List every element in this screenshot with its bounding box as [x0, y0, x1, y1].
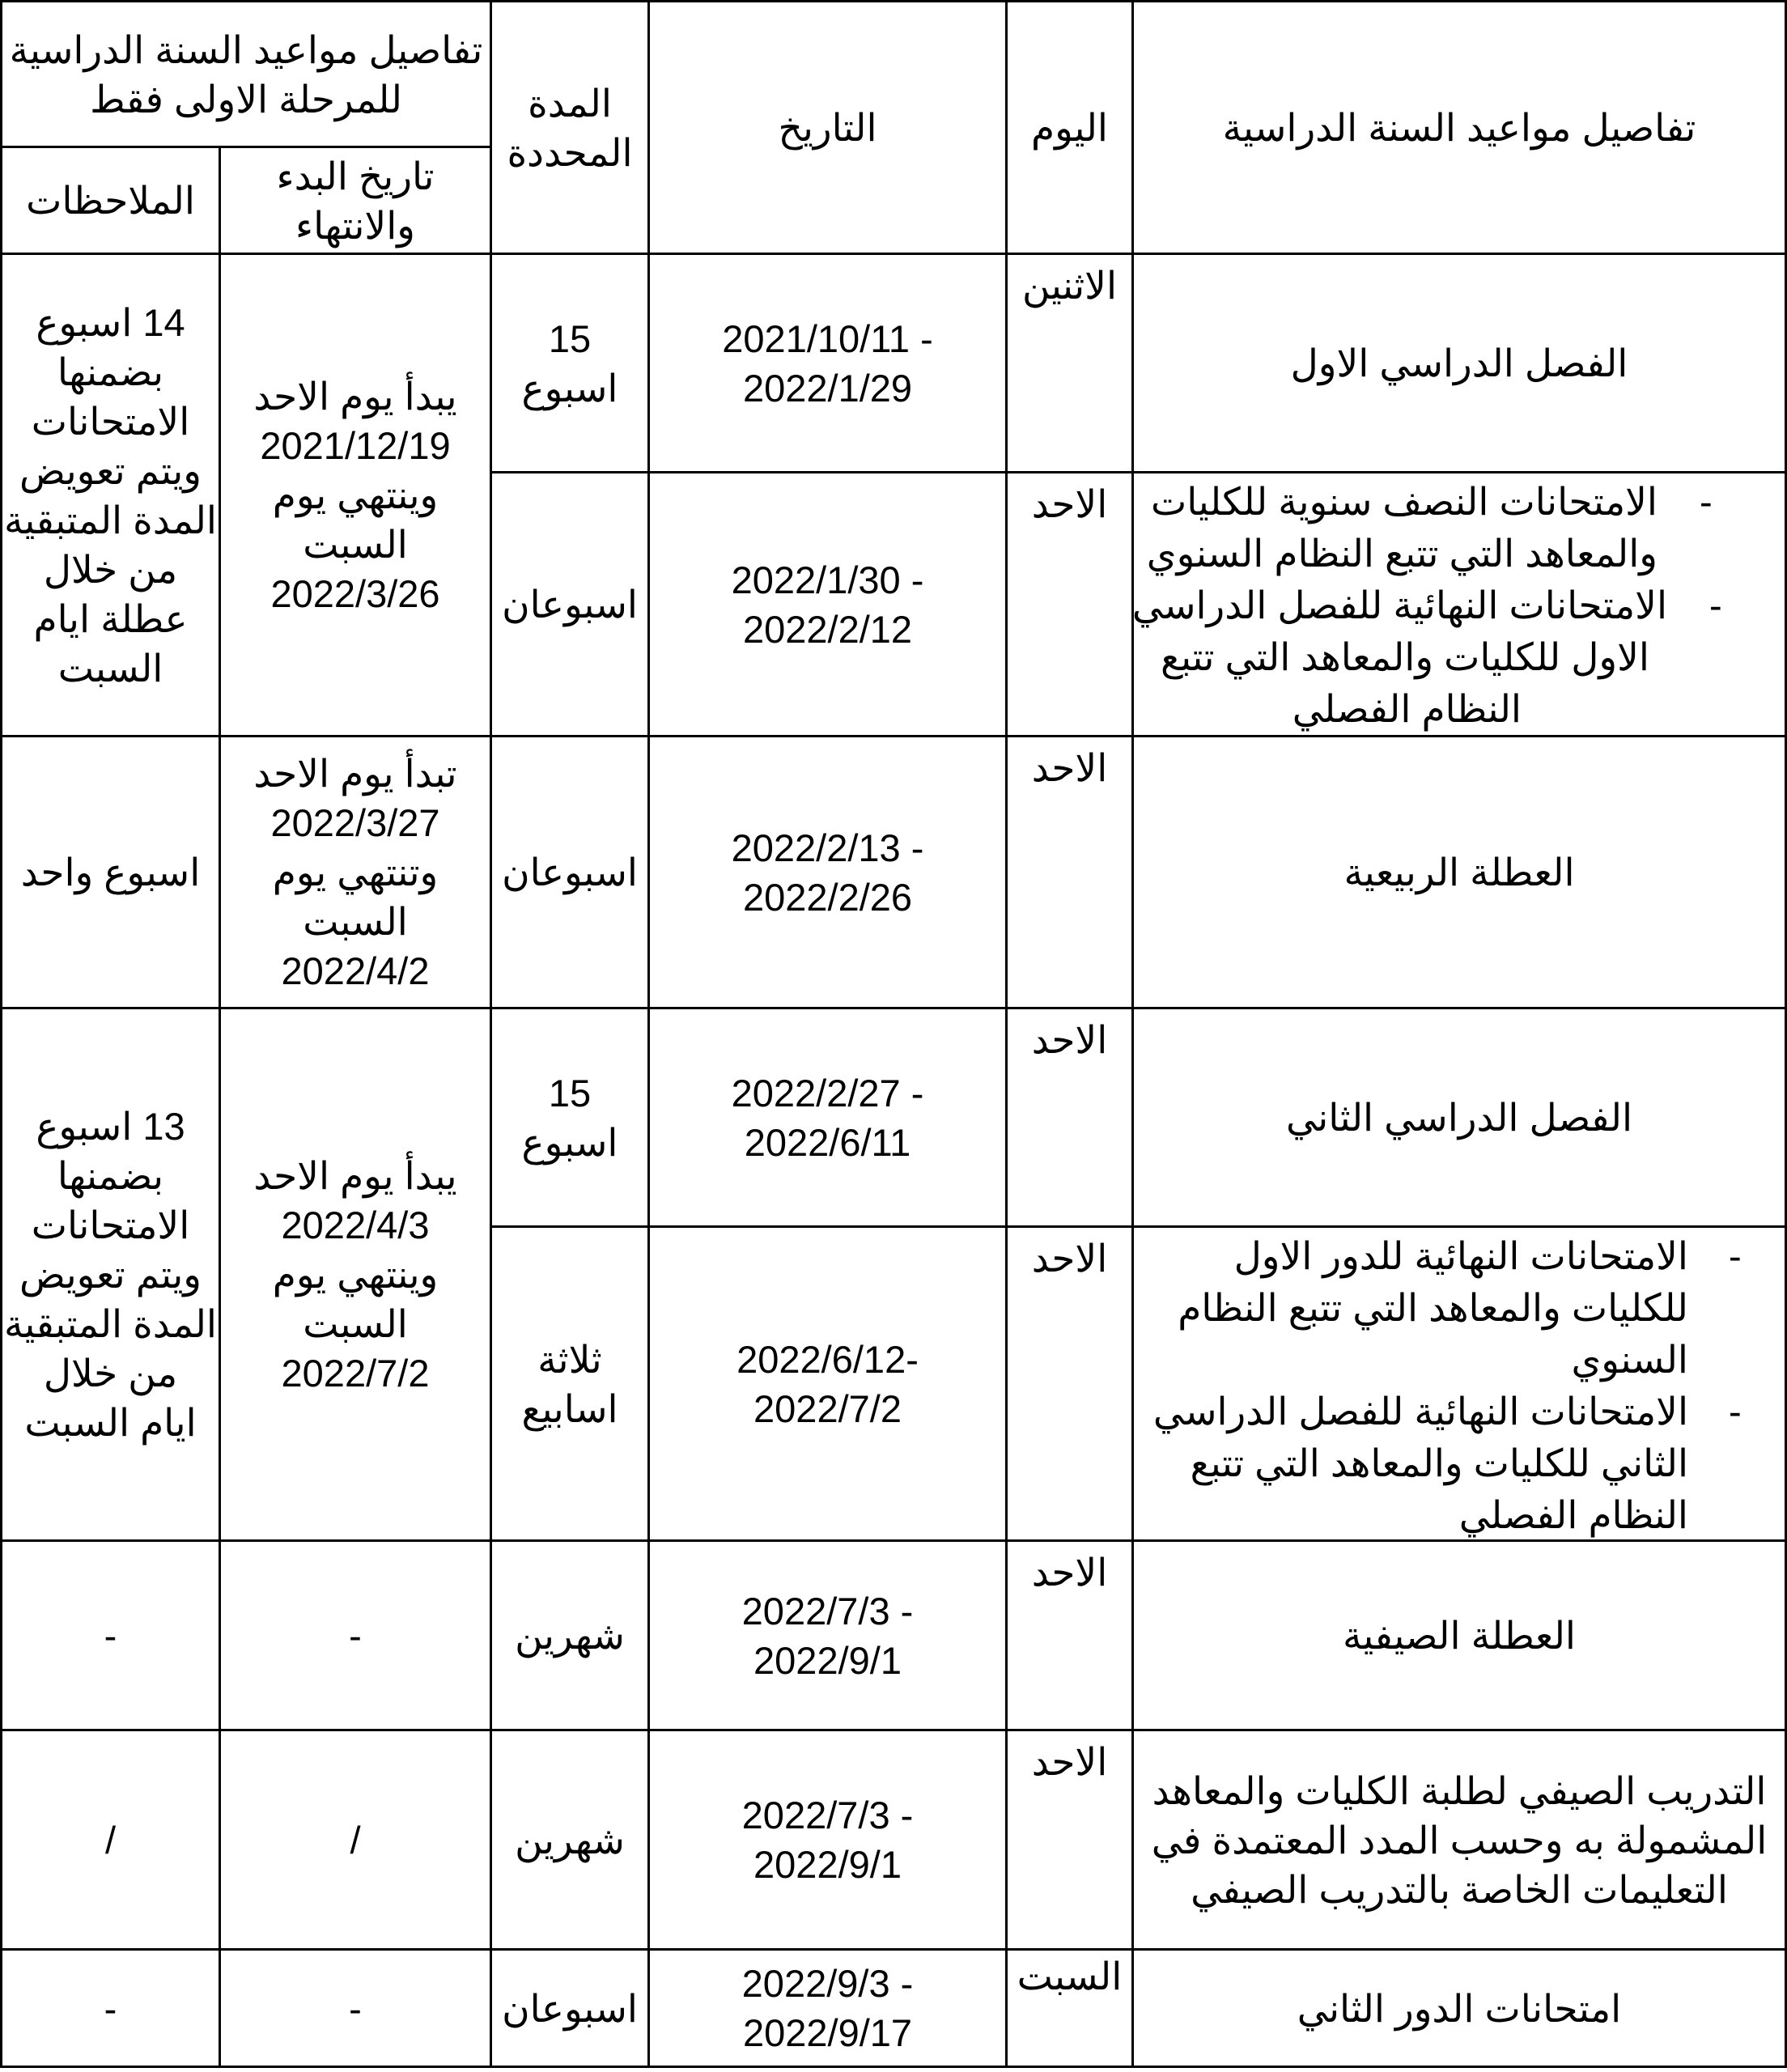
r8-duration — [492, 1951, 647, 2066]
g2-notes-line: المدة المتبقية — [4, 1302, 217, 1345]
r5-bullet-1-line: السنوي — [1571, 1338, 1688, 1381]
r4-item — [1134, 1009, 1785, 1225]
r1-duration-line: 15 — [548, 316, 592, 360]
r4-date — [650, 1009, 1005, 1225]
r4-duration-line: اسبوع — [521, 1120, 618, 1164]
r2-duration-line: اسبوعان — [502, 583, 638, 626]
r4-day-cell — [1008, 1009, 1131, 1225]
r1-date — [650, 255, 1005, 471]
r5-bullet-marker: - — [1729, 1390, 1742, 1433]
r1-duration-line: اسبوع — [521, 366, 618, 410]
r7-item — [1134, 1731, 1785, 1948]
r1-day: الاثنين — [1021, 264, 1118, 307]
r4-date-line: 2022/2/27 - — [731, 1071, 924, 1115]
g2-start-end-line: 2022/4/3 — [281, 1204, 430, 1246]
r3-start-end — [221, 737, 490, 1007]
g1-notes-line: عطلة ايام — [33, 597, 188, 640]
g1-notes-line: ويتم تعويض — [19, 448, 202, 492]
header-first-stage-line: تفاصيل مواعيد السنة الدراسية — [9, 28, 483, 71]
border-bottom — [0, 2066, 1787, 2068]
r3-notes-line: اسبوع واحد — [20, 851, 201, 894]
r4-duration — [492, 1009, 647, 1225]
r6-duration — [492, 1542, 647, 1729]
r8-start-end-text: - — [349, 1986, 362, 2030]
g1-notes-line: من خلال — [43, 547, 178, 591]
header-start-end-line: تاريخ البدء — [276, 154, 435, 197]
r1-item-text: الفصل الدراسي الاول — [1290, 342, 1628, 384]
r8-start-end — [221, 1951, 490, 2066]
r6-notes-text: - — [104, 1614, 117, 1657]
g1-start-end-line: 2021/12/19 — [260, 424, 451, 467]
r2-bullet-2-line: الامتحانات النهائية للفصل الدراسي — [1131, 584, 1667, 626]
r3-date-line: 2022/2/13 - — [731, 826, 924, 869]
r5-bullet-2-line: الامتحانات النهائية للفصل الدراسي — [1152, 1390, 1688, 1433]
g1-notes-line: 14 اسبوع — [36, 300, 185, 344]
r5-bullet-1-line: الامتحانات النهائية للدور الاول — [1233, 1234, 1688, 1277]
header-details — [1134, 2, 1785, 253]
g2-notes-line: الامتحانات — [31, 1204, 190, 1246]
r5-bullet-2-line: الثاني للكليات والمعاهد التي تتبع — [1190, 1441, 1688, 1484]
r5-duration — [492, 1228, 647, 1539]
g1-notes — [2, 255, 219, 735]
r7-start-end-text: / — [350, 1818, 361, 1862]
r5-duration-line: ثلاثة — [537, 1337, 602, 1381]
g1-start-end-line: 2022/3/26 — [270, 572, 440, 615]
r4-item-text: الفصل الدراسي الثاني — [1285, 1096, 1633, 1139]
r3-notes — [2, 737, 219, 1007]
r3-day-cell — [1008, 737, 1131, 1007]
r7-notes-text: / — [104, 1818, 117, 1862]
header-details-text: تفاصيل مواعيد السنة الدراسية — [1222, 106, 1696, 149]
r6-item-text: العطلة الصيفية — [1343, 1614, 1576, 1657]
g2-notes-line: 13 اسبوع — [36, 1105, 185, 1148]
r2-day-cell — [1008, 473, 1131, 735]
r6-date-line: 2022/9/1 — [753, 1638, 902, 1682]
r5-bullet-marker: - — [1729, 1234, 1742, 1277]
r2-bullet-1-line: الامتحانات النصف سنوية للكليات — [1151, 480, 1658, 523]
header-first-stage — [2, 2, 490, 146]
r3-duration-line: اسبوعان — [502, 851, 638, 894]
r2-date — [650, 473, 1005, 735]
header-start-end — [221, 148, 490, 253]
r3-start-end-line: وتنتهي يوم — [272, 851, 439, 894]
g2-notes-line: ويتم تعويض — [19, 1253, 202, 1296]
g1-notes-line: المدة المتبقية — [4, 498, 217, 541]
r2-date-line: 2022/2/12 — [742, 607, 913, 651]
header-first-stage-line: للمرحلة الاولى فقط — [90, 77, 402, 121]
r3-start-end-line: 2022/3/27 — [270, 801, 440, 844]
r6-date-line: 2022/7/3 - — [741, 1589, 914, 1633]
r3-start-end-line: السبت — [303, 900, 408, 943]
r8-duration-line: اسبوعان — [502, 1986, 638, 2030]
r7-notes — [2, 1731, 219, 1948]
r1-date-line: 2021/10/11 - — [722, 316, 933, 360]
r7-duration-line: شهرين — [515, 1818, 625, 1862]
g2-notes-line: ايام السبت — [24, 1401, 197, 1444]
g2-start-end — [221, 1009, 490, 1539]
r7-item-line: التدريب الصيفي لطلبة الكليات والمعاهد — [1152, 1768, 1767, 1812]
g1-start-end-line: وينتهي يوم — [272, 473, 439, 516]
r7-start-end — [221, 1731, 490, 1948]
g1-notes-line: بضمنها — [57, 350, 164, 393]
r6-date — [650, 1542, 1005, 1729]
r6-start-end-text: - — [349, 1614, 362, 1657]
r2-bullet-marker: - — [1709, 584, 1722, 626]
g1-notes-line: الامتحانات — [31, 399, 190, 443]
r5-date — [650, 1228, 1005, 1539]
header-notes-text: الملاحظات — [26, 179, 195, 222]
r8-item — [1134, 1951, 1785, 2066]
header-day — [1008, 2, 1131, 253]
r3-duration — [492, 737, 647, 1007]
r5-bullet-1-line: للكليات والمعاهد التي تتبع النظام — [1178, 1286, 1688, 1329]
r7-date — [650, 1731, 1005, 1948]
header-date — [650, 2, 1005, 253]
r5-bullet-2-line: النظام الفصلي — [1458, 1493, 1688, 1536]
r6-item — [1134, 1542, 1785, 1729]
r5-date-line: 2022/6/12- — [736, 1337, 919, 1381]
r2-bullet-2-line: الاول للكليات والمعاهد التي تتبع — [1161, 635, 1649, 678]
g2-start-end-line: يبدأ يوم الاحد — [253, 1154, 457, 1197]
g2-notes-line: بضمنها — [57, 1154, 164, 1197]
r8-date-line: 2022/9/17 — [742, 2011, 913, 2054]
g2-notes — [2, 1009, 219, 1539]
r8-notes-text: - — [104, 1986, 117, 2030]
r2-bullet-marker: - — [1700, 480, 1713, 523]
r5-day-cell — [1008, 1228, 1131, 1539]
g2-start-end-line: السبت — [303, 1302, 408, 1345]
r7-item-line: التعليمات الخاصة بالتدريب الصيفي — [1191, 1867, 1728, 1911]
header-duration-line: المحددة — [507, 130, 633, 174]
r3-start-end-line: تبدأ يوم الاحد — [253, 752, 457, 795]
r7-date-line: 2022/9/1 — [753, 1843, 902, 1886]
r1-date-line: 2022/1/29 — [742, 366, 913, 410]
r3-item — [1134, 737, 1785, 1007]
r2-day: الاحد — [1031, 482, 1108, 525]
r8-item-text: امتحانات الدور الثاني — [1297, 1986, 1622, 2030]
r6-day: الاحد — [1031, 1551, 1108, 1594]
r1-duration — [492, 255, 647, 471]
r3-day: الاحد — [1031, 746, 1108, 789]
r8-day-cell — [1008, 1951, 1131, 2066]
header-day-text: اليوم — [1031, 106, 1108, 149]
r4-date-line: 2022/6/11 — [744, 1120, 911, 1164]
g2-notes-line: من خلال — [43, 1352, 178, 1395]
r2-date-line: 2022/1/30 - — [731, 558, 924, 601]
r8-day: السبت — [1017, 1955, 1123, 1998]
r7-day-cell — [1008, 1731, 1131, 1948]
r5-date-line: 2022/7/2 — [753, 1386, 902, 1430]
g1-start-end-line: السبت — [303, 523, 408, 566]
r2-bullet-2-line: النظام الفصلي — [1292, 687, 1522, 730]
r6-day-cell — [1008, 1542, 1131, 1729]
header-start-end-line: والانتهاء — [295, 203, 415, 247]
r3-date — [650, 737, 1005, 1007]
r2-duration — [492, 473, 647, 735]
r6-notes — [2, 1542, 219, 1729]
header-duration-line: المدة — [528, 81, 612, 125]
r4-duration-line: 15 — [548, 1071, 592, 1115]
header-date-text: التاريخ — [778, 106, 877, 149]
r5-day: الاحد — [1031, 1237, 1108, 1280]
header-duration — [492, 2, 647, 253]
r3-start-end-line: 2022/4/2 — [281, 949, 430, 992]
header-notes — [2, 148, 219, 253]
r2-bullet-1-line: والمعاهد التي تتبع النظام السنوي — [1146, 532, 1658, 575]
r7-date-line: 2022/7/3 - — [741, 1794, 914, 1836]
g2-start-end-line: وينتهي يوم — [272, 1253, 439, 1296]
r7-item-line: المشمولة به وحسب المدد المعتمدة في — [1151, 1818, 1768, 1862]
g1-start-end-line: يبدأ يوم الاحد — [253, 375, 457, 418]
r6-start-end — [221, 1542, 490, 1729]
r8-notes — [2, 1951, 219, 2066]
r5-duration-line: اسابيع — [521, 1386, 618, 1430]
r7-day: الاحد — [1031, 1740, 1108, 1783]
g2-start-end-line: 2022/7/2 — [281, 1352, 430, 1395]
g1-start-end — [221, 255, 490, 735]
r3-item-text: العطلة الربيعية — [1343, 851, 1575, 894]
r8-date-line: 2022/9/3 - — [741, 1962, 914, 2005]
g1-notes-line: السبت — [57, 646, 163, 690]
r8-date — [650, 1951, 1005, 2066]
r3-date-line: 2022/2/26 — [742, 875, 913, 919]
r7-duration — [492, 1731, 647, 1948]
r1-item — [1134, 255, 1785, 471]
r6-duration-line: شهرين — [515, 1614, 625, 1657]
r1-day-cell — [1008, 255, 1131, 471]
r4-day: الاحد — [1031, 1018, 1108, 1061]
